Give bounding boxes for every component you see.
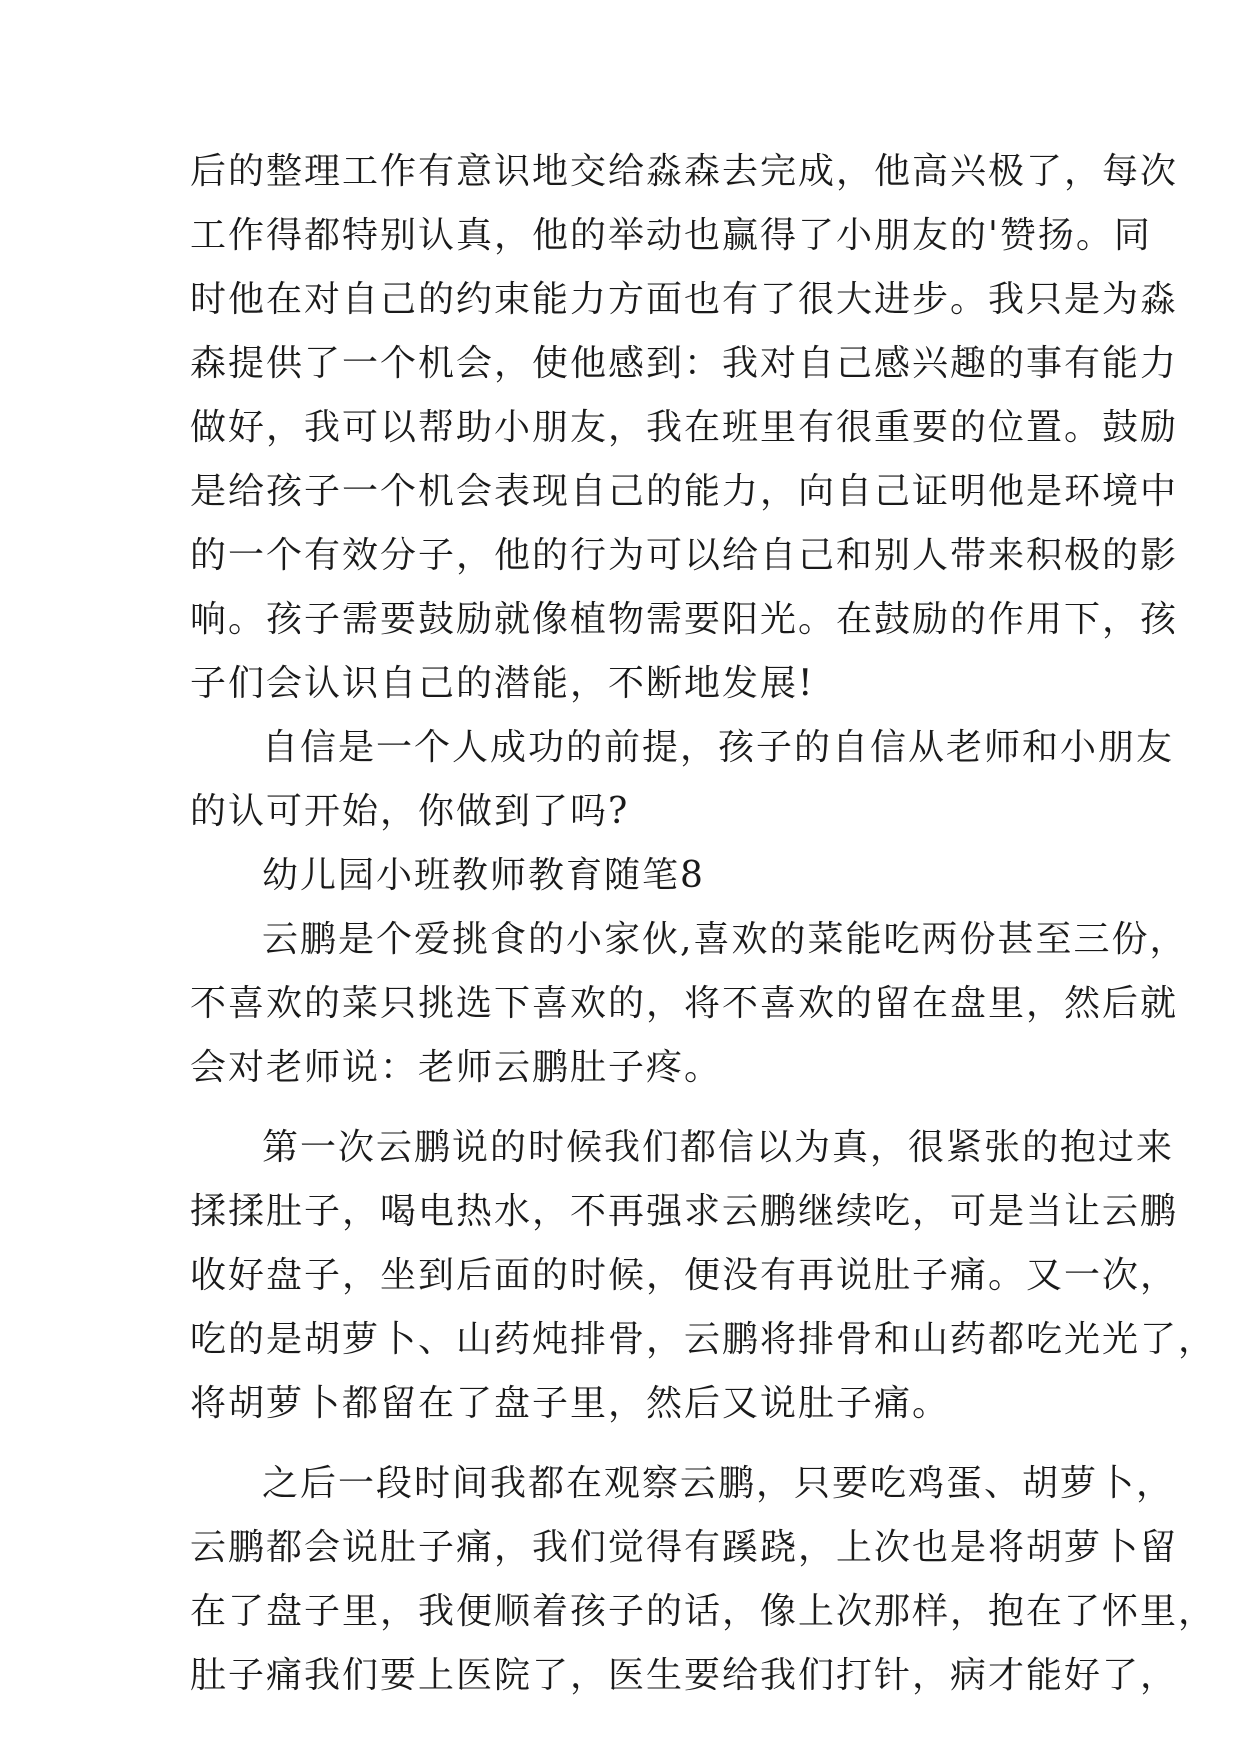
text-line: 后的整理工作有意识地交给淼森去完成，他高兴极了，每次 (190, 151, 1179, 192)
text-line: 云鹏都会说肚子痛，我们觉得有蹊跷，上次也是将胡萝卜留 (190, 1527, 1179, 1568)
paragraph-confidence (190, 716, 1175, 844)
text-line: 的认可开始，你做到了吗? (190, 791, 630, 832)
text-line: 时他在对自己的约束能力方面也有了很大进步。我只是为淼 (190, 279, 1179, 320)
section-heading (190, 844, 1060, 908)
text-line: 会对老师说：老师云鹏肚子疼。 (190, 1047, 723, 1088)
text-line: 第一次云鹏说的时候我们都信以为真，很紧张的抱过来 (262, 1127, 1175, 1168)
text-line: 子们会认识自己的潜能，不断地发展! (190, 663, 815, 704)
paragraph-continuation (190, 140, 1179, 716)
text-line: 之后一段时间我都在观察云鹏，只要吃鸡蛋、胡萝卜， (262, 1463, 1175, 1504)
text-line: 森提供了一个机会，使他感到：我对自己感兴趣的事有能力 (190, 343, 1179, 384)
text-line: 工作得都特别认真，他的举动也赢得了小朋友的'赞扬。同 (190, 215, 1152, 256)
text-line: 是给孩子一个机会表现自己的能力，向自己证明他是环境中 (190, 471, 1179, 512)
paragraph-first-time (190, 1116, 1217, 1436)
text-line: 将胡萝卜都留在了盘子里，然后又说肚子痛。 (190, 1383, 951, 1424)
text-line: 吃的是胡萝卜、山药炖排骨，云鹏将排骨和山药都吃光光了， (190, 1319, 1217, 1360)
paragraph-gap (190, 1436, 1060, 1452)
text-line: 肚子痛我们要上医院了，医生要给我们打针，病才能好了， (190, 1655, 1179, 1696)
text-line: 做好，我可以帮助小朋友，我在班里有很重要的位置。鼓励 (190, 407, 1179, 448)
text-line: 云鹏是个爱挑食的小家伙,喜欢的菜能吃两份甚至三份， (262, 919, 1188, 960)
text-line: 在了盘子里，我便顺着孩子的话，像上次那样，抱在了怀里， (190, 1591, 1217, 1632)
text-line: 自信是一个人成功的前提，孩子的自信从老师和小朋友 (262, 727, 1175, 768)
text-line: 响。孩子需要鼓励就像植物需要阳光。在鼓励的作用下，孩 (190, 599, 1179, 640)
text-line: 收好盘子，坐到后面的时候，便没有再说肚子痛。又一次， (190, 1255, 1179, 1296)
text-line: 不喜欢的菜只挑选下喜欢的，将不喜欢的留在盘里，然后就 (190, 983, 1179, 1024)
heading-text: 幼儿园小班教师教育随笔8 (262, 855, 705, 896)
paragraph-picky-eater (190, 908, 1188, 1100)
document-page (190, 140, 1217, 1708)
text-line: 的一个有效分子，他的行为可以给自己和别人带来积极的影 (190, 535, 1179, 576)
paragraph-observation (190, 1452, 1217, 1708)
text-line: 揉揉肚子，喝电热水，不再强求云鹏继续吃，可是当让云鹏 (190, 1191, 1179, 1232)
paragraph-gap (190, 1100, 1060, 1116)
